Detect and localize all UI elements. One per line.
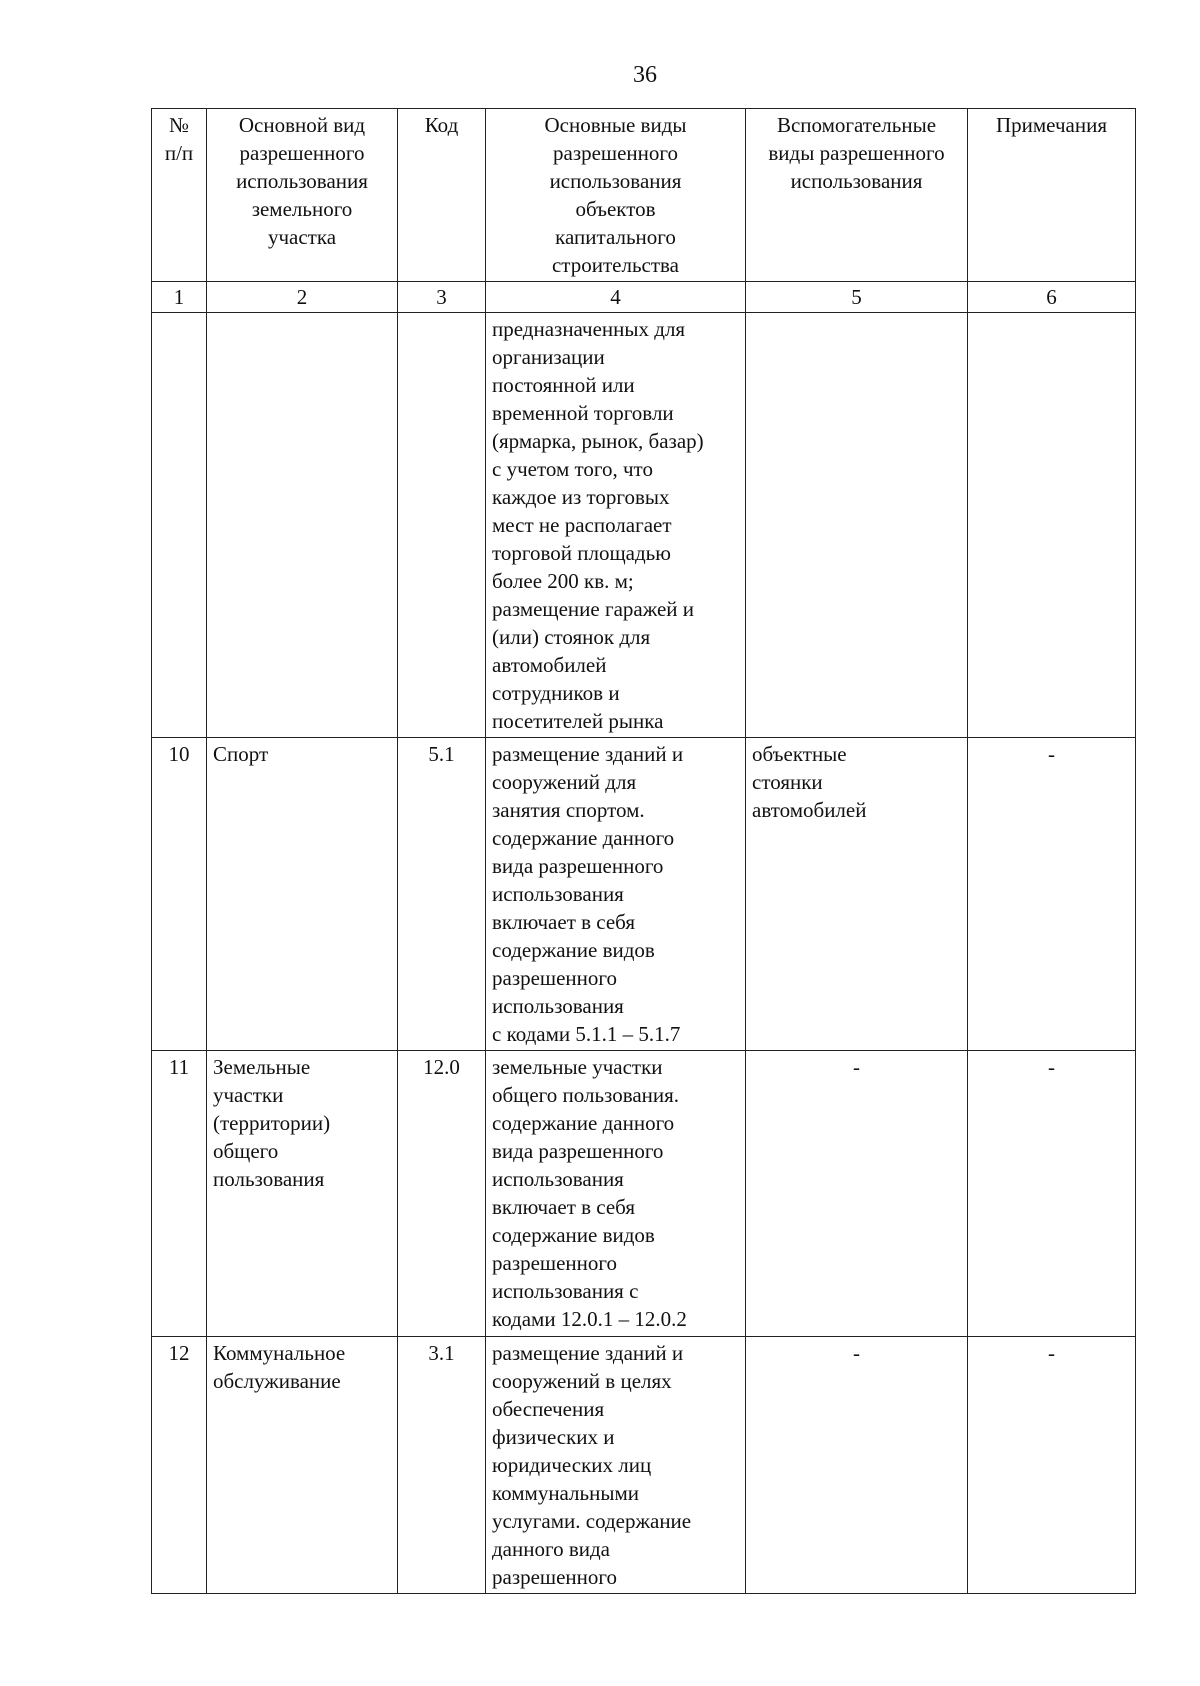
row-notes: - <box>968 1337 1136 1594</box>
table-row <box>152 313 1136 738</box>
header-num: № п/п <box>152 109 207 282</box>
row-auxiliary: - <box>746 1337 968 1594</box>
column-number-row <box>152 282 1136 313</box>
row-main-type: Земельные участки (территории) общего пользования <box>207 1051 398 1337</box>
column-number: 5 <box>746 282 968 313</box>
row-notes: - <box>968 738 1136 1051</box>
column-number: 2 <box>207 282 398 313</box>
row-auxiliary: - <box>746 1051 968 1337</box>
row-auxiliary <box>746 313 968 738</box>
row-capital-uses: земельные участки общего пользования. содержание данного вида разрешенного использования включает в себя содержание видов разрешенного использования с кодами 12.0.1 – 12.0.2 <box>486 1051 746 1337</box>
column-number: 3 <box>398 282 486 313</box>
header-auxiliary: Вспомогательные виды разрешенного использования <box>746 109 968 282</box>
row-num: 10 <box>152 738 207 1051</box>
row-main-type <box>207 313 398 738</box>
row-auxiliary: объектные стоянки автомобилей <box>746 738 968 1051</box>
row-main-type: Спорт <box>207 738 398 1051</box>
column-number: 6 <box>968 282 1136 313</box>
row-num: 11 <box>152 1051 207 1337</box>
header-main-type: Основной вид разрешенного использования земельного участка <box>207 109 398 282</box>
column-number: 4 <box>486 282 746 313</box>
row-code <box>398 313 486 738</box>
row-num <box>152 313 207 738</box>
row-capital-uses: размещение зданий и сооружений для занятия спортом. содержание данного вида разрешенного использования включает в себя содержание видов разрешенного использования с кодами 5.1.1 – 5.1.7 <box>486 738 746 1051</box>
table-row <box>152 1337 1136 1594</box>
header-capital-uses: Основные виды разрешенного использования объектов капитального строительства <box>486 109 746 282</box>
table-row <box>152 738 1136 1051</box>
land-use-table <box>151 108 1136 1594</box>
header-notes: Примечания <box>968 109 1136 282</box>
table-row <box>152 1051 1136 1337</box>
header-code: Код <box>398 109 486 282</box>
row-code: 12.0 <box>398 1051 486 1337</box>
row-capital-uses: предназначенных для организации постоянной или временной торговли (ярмарка, рынок, базар) с учетом того, что каждое из торговых мест не располагает торговой площадью более 200 кв. м; размещение гаражей и (или) стоянок для автомобилей сотрудников и посетителей рынка <box>486 313 746 738</box>
row-notes <box>968 313 1136 738</box>
row-num: 12 <box>152 1337 207 1594</box>
row-notes: - <box>968 1051 1136 1337</box>
row-code: 5.1 <box>398 738 486 1051</box>
column-number: 1 <box>152 282 207 313</box>
row-code: 3.1 <box>398 1337 486 1594</box>
table-header-row <box>152 109 1136 282</box>
page-number: 36 <box>633 62 657 88</box>
row-main-type: Коммунальное обслуживание <box>207 1337 398 1594</box>
row-capital-uses: размещение зданий и сооружений в целях обеспечения физических и юридических лиц коммунальными услугами. содержание данного вида разрешенного <box>486 1337 746 1594</box>
